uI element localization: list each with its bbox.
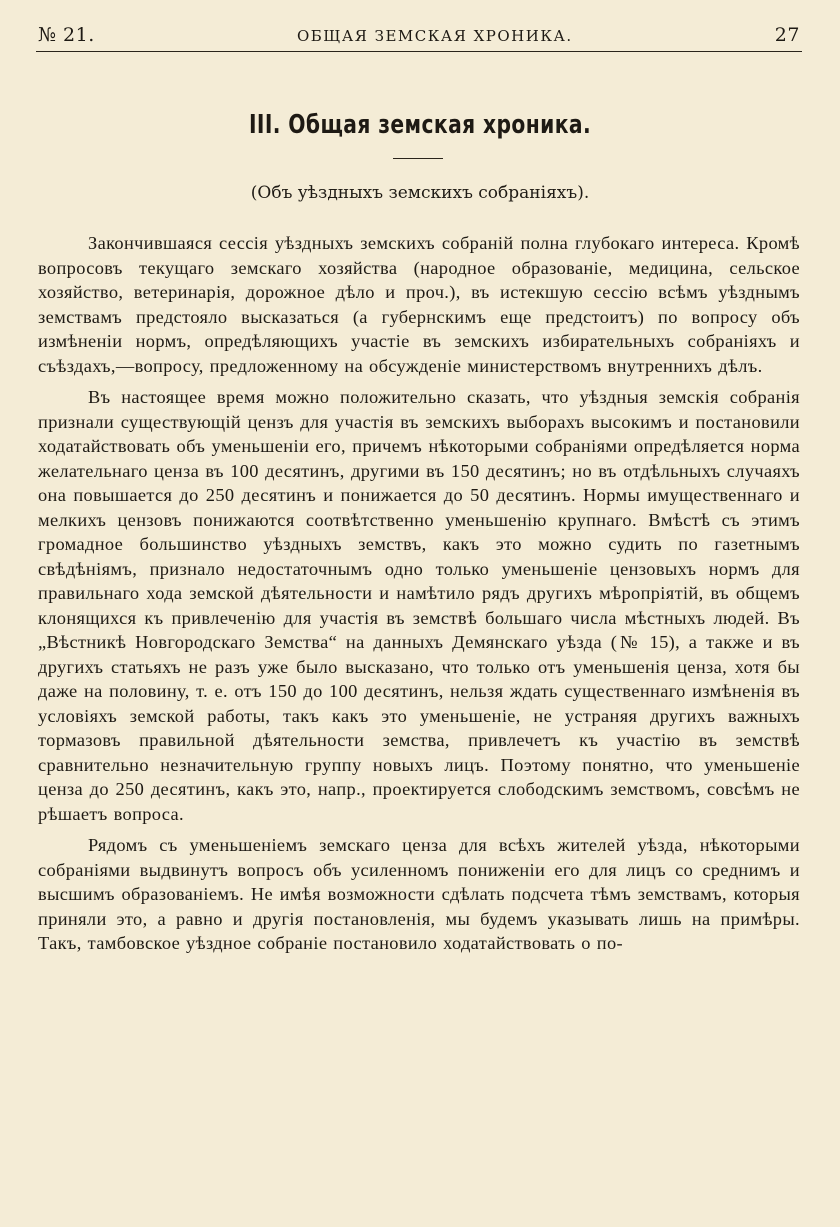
header-rule [36,51,802,52]
running-header [38,24,800,52]
section-title: III. Общая земская хроника. [248,110,592,140]
page-number: 27 [774,24,800,46]
paragraph-2: Въ настоящее время можно положительно сказать, что уѣздныя земскія собранія признали существующій цензъ для участія въ земскихъ выборахъ высокимъ и постановили ходатайствовать объ уменьшеніи его, причемъ нѣкоторыми собраніями опредѣляется норма желательнаго ценза въ 100 десятинъ, другими въ 150 десятинъ; но въ отдѣльныхъ случаяхъ она повышается до 250 десятинъ и понижается до 50 десятинъ. Нормы имущественнаго и мелкихъ цензовъ понижаются соотвѣтственно уменьшенію крупнаго. Вмѣстѣ съ этимъ громадное большинство уѣздныхъ земствъ, какъ это можно судить по газетнымъ свѣдѣніямъ, признало недостаточнымъ одно только уменьшеніе цензовыхъ нормъ для правильнаго хода земской дѣятельности и намѣтило рядъ другихъ мѣропріятій, въ общемъ клонящихся къ привлеченію для участія въ земствѣ большаго числа мѣстныхъ людей. Въ „Вѣстникѣ Новгородскаго Земства“ на данныхъ Демянскаго уѣзда (№ 15), а также и въ другихъ статьяхъ не разъ уже было высказано, что только отъ уменьшенія ценза, хотя бы даже на половину, т. е. отъ 150 до 100 десятинъ, нельзя ждать существеннаго измѣненія въ условіяхъ земской работы, такъ какъ это уменьшеніе, не устраняя другихъ важныхъ тормазовъ правильной дѣятельности земства, привлечетъ къ участію въ земствѣ сравнительно незначительную группу новыхъ лицъ. Поэтому понятно, что уменьшеніе ценза до 250 десятинъ, какъ это, напр., проектируется слободскимъ земствомъ, совсѣмъ не рѣшаетъ вопроса. [38,387,800,824]
section-subtitle: (Объ уѣздныхъ земскихъ собраніяхъ). [250,183,590,203]
issue-number: № 21. [38,24,95,46]
article-body [38,231,800,956]
title-divider [393,158,443,159]
paragraph-1: Закончившаяся сессія уѣздныхъ земскихъ собраній полна глубокаго интереса. Кромѣ вопросовъ текущаго земскаго хозяйства (народное образованіе, медицина, сельское хозяйство, ветеринарія, дорожное дѣло и проч.), въ истекшую сессію всѣмъ уѣзднымъ земствамъ предстояло высказаться (а губернскимъ еще предстоитъ) по вопросу объ измѣненіи нормъ, опредѣляющихъ участіе въ земскихъ избирательныхъ собраніяхъ и съѣздахъ,—вопросу, предложенному на обсужденіе министерствомъ внутреннихъ дѣлъ. [38,233,800,376]
running-title: ОБЩАЯ ЗЕМСКАЯ ХРОНИКА. [296,27,573,45]
paragraph-3: Рядомъ съ уменьшеніемъ земскаго ценза для всѣхъ жителей уѣзда, нѣкоторыми собраніями выдвинутъ вопросъ объ усиленномъ пониженіи его для лицъ со среднимъ и высшимъ образованіемъ. Не имѣя возможности сдѣлать подсчета тѣмъ земствамъ, которыя приняли это, а равно и другія постановленія, мы будемъ указывать лишь на примѣры. Такъ, тамбовское уѣздное собраніе постановило ходатайствовать о по- [38,835,800,953]
